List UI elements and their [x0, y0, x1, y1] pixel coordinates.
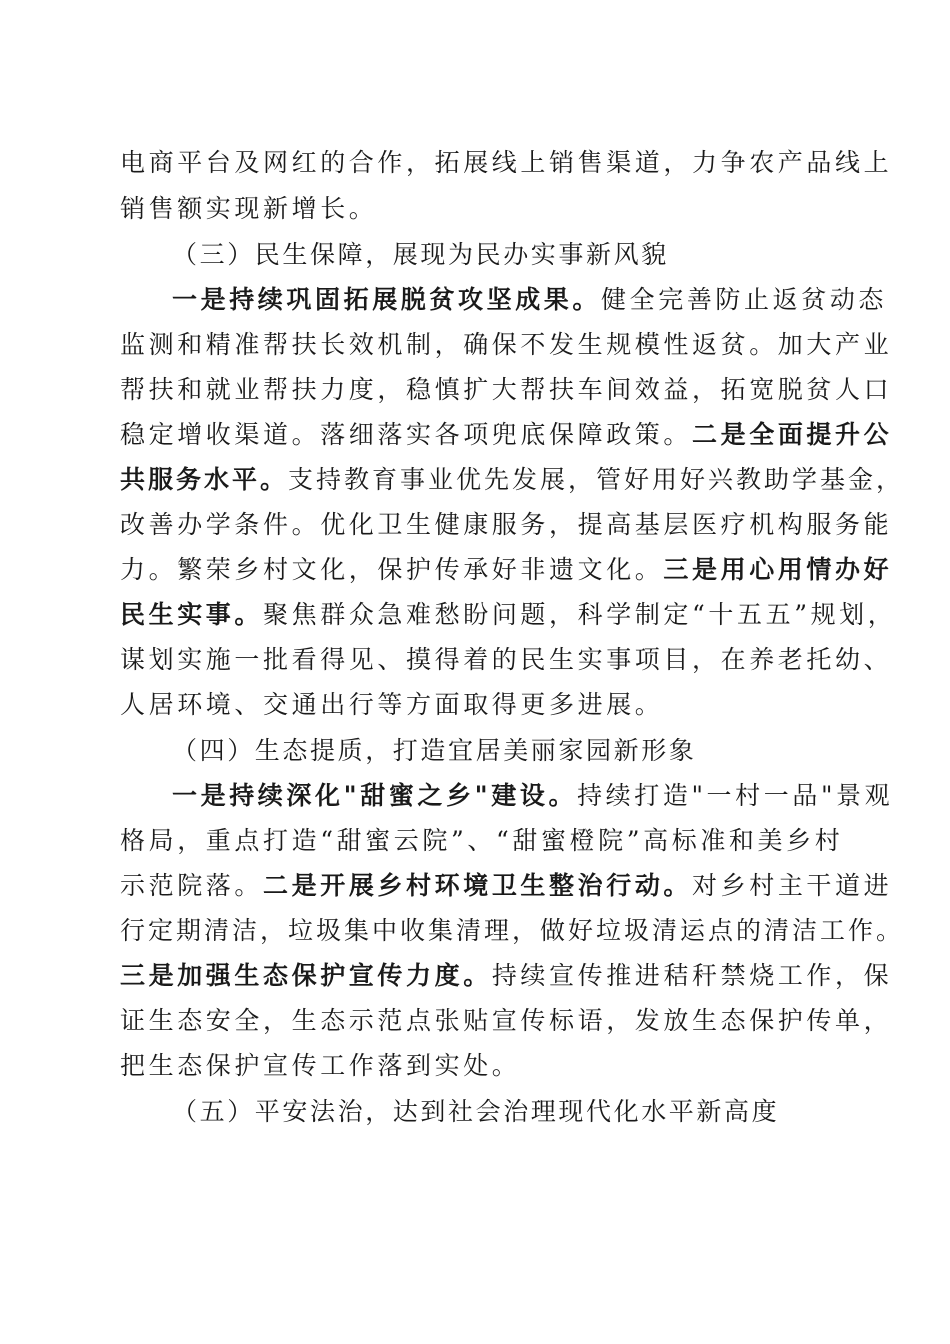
heading-text: （三）民生保障，展现为民办实事新风貌 [172, 240, 669, 269]
paragraph-line [172, 776, 893, 816]
paragraph-line [120, 685, 663, 725]
section-heading-4 [172, 731, 696, 771]
text-run: 电商平台及网红的合作，拓展线上销售渠道，力争农产品线上 [120, 148, 893, 177]
bold-lead-sentence: 共服务水平。 [120, 465, 289, 494]
paragraph-line [120, 550, 892, 590]
paragraph-line [172, 280, 887, 320]
bold-lead-sentence: 一是持续巩固拓展脱贫攻坚成果。 [172, 285, 602, 314]
text-run: 格局，重点打造“甜蜜云院”、“甜蜜橙院”高标准和美乡村 [120, 826, 844, 855]
text-run: 行定期清洁，垃圾集中收集清理，做好垃圾清运点的清洁工作。 [120, 916, 905, 945]
bold-lead-sentence: 三是用心用情办好 [663, 555, 893, 584]
paragraph-line [120, 866, 892, 906]
paragraph-line [120, 415, 892, 455]
text-run: 监测和精准帮扶长效机制，确保不发生规模性返贫。加大产业 [120, 330, 893, 359]
paragraph-line [120, 370, 892, 410]
paragraph-line [120, 911, 904, 951]
text-run: 力。繁荣乡村文化，保护传承好非遗文化。 [120, 555, 664, 584]
text-run: 人居环境、交通出行等方面取得更多进展。 [120, 690, 664, 719]
paragraph-line [120, 821, 843, 861]
paragraph-line [120, 189, 377, 229]
text-run: 持续宣传推进秸秆禁烧工作，保 [491, 961, 893, 990]
section-heading-5 [172, 1092, 779, 1132]
text-run: 聚焦群众急难愁盼问题，科学制定“十五五”规划， [263, 600, 897, 629]
bold-lead-sentence: 二是开展乡村环境卫生整治行动。 [263, 871, 693, 900]
text-run: 持续打造"一村一品"景观 [577, 781, 894, 810]
text-run: 销售额实现新增长。 [120, 194, 378, 223]
heading-text: （五）平安法治，达到社会治理现代化水平新高度 [172, 1097, 780, 1126]
text-run: 支持教育事业优先发展，管好用好兴教助学基金， [288, 465, 905, 494]
text-run: 谋划实施一批看得见、摸得着的民生实事项目，在养老托幼、 [120, 645, 893, 674]
paragraph-line [120, 325, 892, 365]
text-run: 健全完善防止返贫动态 [601, 285, 888, 314]
bold-lead-sentence: 民生实事。 [120, 600, 264, 629]
text-run: 证生态安全，生态示范点张贴宣传标语，发放生态保护传单， [120, 1006, 893, 1035]
bold-lead-sentence: 一是持续深化"甜蜜之乡"建设。 [172, 781, 578, 810]
paragraph-line [120, 505, 892, 545]
paragraph-line [120, 956, 892, 996]
bold-lead-sentence: 三是加强生态保护宣传力度。 [120, 961, 492, 990]
text-run: 改善办学条件。优化卫生健康服务，提高基层医疗机构服务能 [120, 510, 893, 539]
section-heading-3 [172, 235, 669, 275]
paragraph-line [120, 595, 896, 635]
text-run: 对乡村主干道进 [692, 871, 893, 900]
text-run: 把生态保护宣传工作落到实处。 [120, 1051, 521, 1080]
heading-text: （四）生态提质，打造宜居美丽家园新形象 [172, 736, 697, 765]
paragraph-line [120, 1046, 520, 1086]
paragraph-line [120, 460, 904, 500]
paragraph-line [120, 143, 892, 183]
paragraph-line [120, 640, 892, 680]
bold-lead-sentence: 二是全面提升公 [692, 420, 893, 449]
text-run: 帮扶和就业帮扶力度，稳慎扩大帮扶车间效益，拓宽脱贫人口 [120, 375, 893, 404]
text-run: 示范院落。 [120, 871, 264, 900]
text-run: 稳定增收渠道。落细落实各项兜底保障政策。 [120, 420, 693, 449]
paragraph-line [120, 1001, 892, 1041]
